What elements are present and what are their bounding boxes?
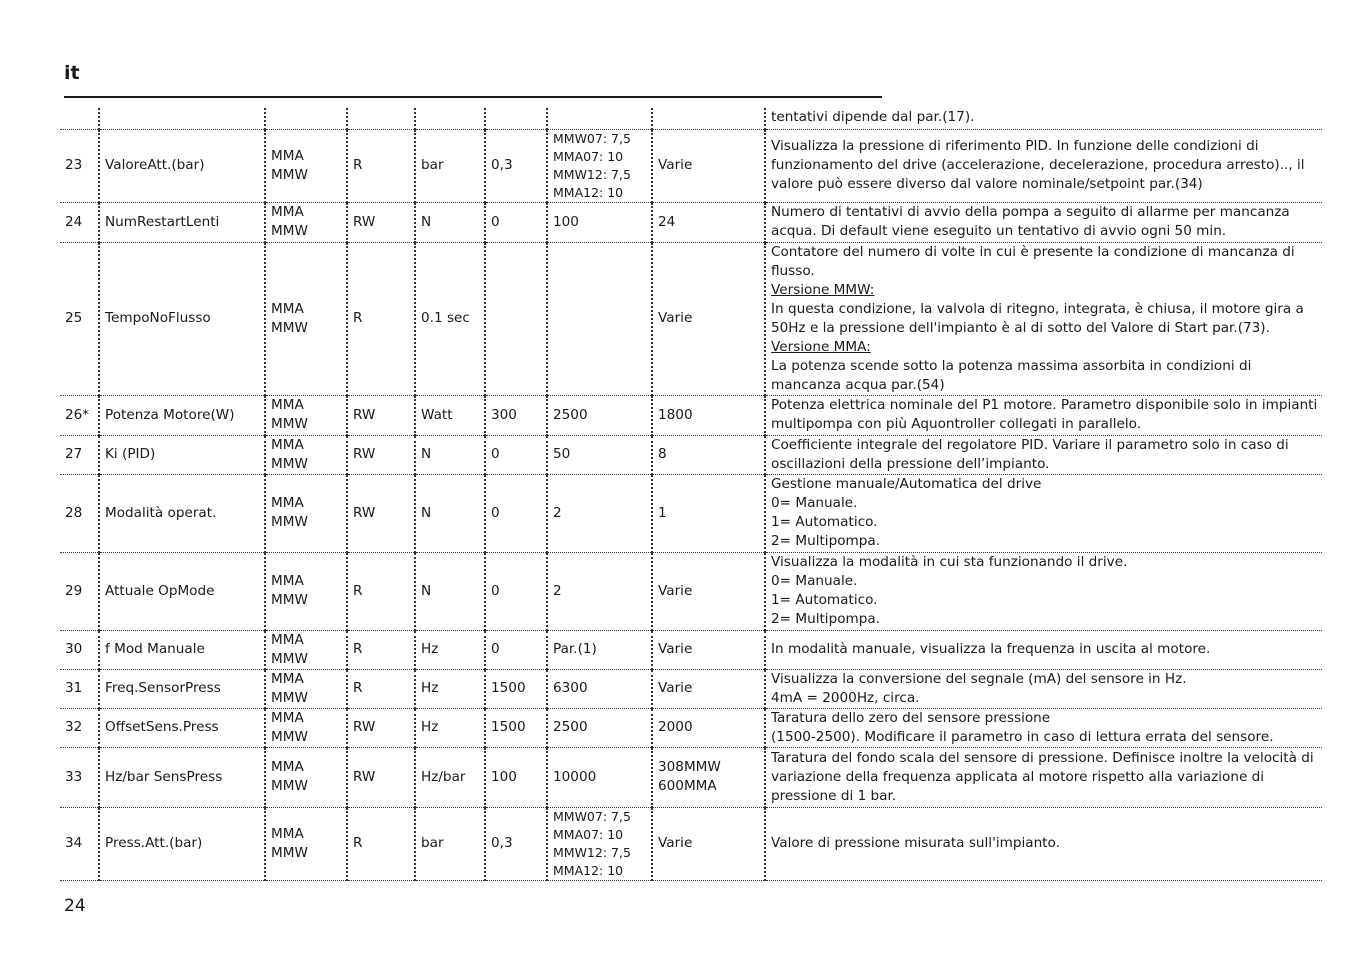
cell-unit: Hz xyxy=(415,708,485,747)
cell-access: R xyxy=(347,242,415,395)
cell-models xyxy=(265,108,347,129)
line: MMA xyxy=(271,147,304,164)
table-row xyxy=(60,708,1322,747)
line: MMA xyxy=(271,397,304,413)
cell-min: 1500 xyxy=(485,669,547,708)
cell-num: 27 xyxy=(60,435,99,474)
table-row xyxy=(60,552,1322,630)
line: MMA xyxy=(271,759,304,775)
cell-max xyxy=(547,395,652,435)
cell-max xyxy=(547,202,652,242)
line: MMW07: 7,5 xyxy=(553,808,631,824)
line: 2 xyxy=(553,504,562,521)
line: Gestione manuale/Automatica del drive xyxy=(771,475,1042,492)
cell-num: 31 xyxy=(60,669,99,708)
line: MMW xyxy=(271,166,308,183)
cell-min: 300 xyxy=(485,395,547,435)
line: 50 xyxy=(553,446,571,462)
cell-default: 1800 xyxy=(652,395,765,435)
cell-min: 1500 xyxy=(485,708,547,747)
cell-access: R xyxy=(347,129,415,202)
cell-name: Press.Att.(bar) xyxy=(99,807,265,880)
cell-num xyxy=(60,108,99,129)
cell-default: 2000 xyxy=(652,708,765,747)
table-row xyxy=(60,129,1322,202)
page-number: 24 xyxy=(64,896,86,916)
line: MMW xyxy=(271,650,308,667)
cell-min: 0 xyxy=(485,202,547,242)
cell-unit: bar xyxy=(415,129,485,202)
table-row xyxy=(60,474,1322,552)
cell-default: 1 xyxy=(652,474,765,552)
language-code: it xyxy=(64,62,80,84)
line: In questa condizione, la valvola di ritegno, integrata, è chiusa, il motore gira a 50Hz e la pressione dell'impianto è al di sotto del Valore di Start par.(73). xyxy=(771,300,1304,336)
line: 2 xyxy=(553,582,562,599)
cell-unit: Hz/bar xyxy=(415,747,485,807)
cell-access: R xyxy=(347,669,415,708)
line: MMW12: 7,5 xyxy=(553,166,631,182)
cell-access: R xyxy=(347,552,415,630)
cell-num: 32 xyxy=(60,708,99,747)
line: MMA xyxy=(271,495,304,511)
cell-unit xyxy=(415,108,485,129)
line: Visualizza la modalità in cui sta funzionando il drive. xyxy=(771,553,1128,570)
line: La potenza scende sotto la potenza massima assorbita in condizioni di mancanza acqua par.(54) xyxy=(771,357,1252,393)
line: MMW xyxy=(271,223,308,239)
cell-description: tentativi dipende dal par.(17). xyxy=(765,108,1322,129)
cell-num: 23 xyxy=(60,129,99,202)
cell-name: Ki (PID) xyxy=(99,435,265,474)
line: In modalità manuale, visualizza la frequenza in uscita al motore. xyxy=(771,641,1211,657)
line: MMW xyxy=(271,728,308,745)
cell-min: 0 xyxy=(485,552,547,630)
line: Contatore del numero di volte in cui è presente la condizione di mancanza di flusso. xyxy=(771,243,1295,279)
line: 2= Multipompa. xyxy=(771,610,881,627)
cell-min: 0,3 xyxy=(485,129,547,202)
cell-min xyxy=(485,108,547,129)
cell-access: RW xyxy=(347,474,415,552)
cell-access: RW xyxy=(347,202,415,242)
line: 100 xyxy=(553,213,579,230)
line: Par.(1) xyxy=(553,641,597,657)
line: MMA xyxy=(271,631,304,648)
cell-models xyxy=(265,474,347,552)
cell-models xyxy=(265,708,347,747)
cell-access: RW xyxy=(347,435,415,474)
line: 1= Automatico. xyxy=(771,513,878,530)
line: MMW xyxy=(271,844,308,861)
line: 0= Manuale. xyxy=(771,572,858,589)
cell-description xyxy=(765,630,1322,669)
table-row xyxy=(60,630,1322,669)
line: MMW12: 7,5 xyxy=(553,844,631,860)
cell-name: Modalità operat. xyxy=(99,474,265,552)
cell-max xyxy=(547,474,652,552)
cell-models xyxy=(265,669,347,708)
cell-num: 33 xyxy=(60,747,99,807)
cell-models xyxy=(265,435,347,474)
cell-max xyxy=(547,129,652,202)
cell-unit: Watt xyxy=(415,395,485,435)
cell-min: 0 xyxy=(485,435,547,474)
line: Visualizza la conversione del segnale (mA) del sensore in Hz. xyxy=(771,670,1187,687)
cell-access: RW xyxy=(347,708,415,747)
cell-num: 30 xyxy=(60,630,99,669)
cell-models xyxy=(265,242,347,395)
cell-access: RW xyxy=(347,747,415,807)
cell-max xyxy=(547,242,652,395)
cell-unit: N xyxy=(415,474,485,552)
table-row xyxy=(60,747,1322,807)
line: Numero di tentativi di avvio della pompa a seguito di allarme per mancanza acqua. Di default viene eseguito un tentativo di avvio ogni 50 min. xyxy=(771,204,1290,239)
line: 0= Manuale. xyxy=(771,494,858,511)
cell-description xyxy=(765,708,1322,747)
cell-min: 0,3 xyxy=(485,807,547,880)
cell-max xyxy=(547,807,652,880)
line: Potenza elettrica nominale del P1 motore. Parametro disponibile solo in impianti multipompa con più Aquontroller collegati in parallelo. xyxy=(771,397,1318,432)
cell-name: Potenza Motore(W) xyxy=(99,395,265,435)
line: MMW xyxy=(271,592,308,608)
table-row xyxy=(60,242,1322,395)
line: 1= Automatico. xyxy=(771,591,878,608)
cell-unit: N xyxy=(415,552,485,630)
cell-description xyxy=(765,202,1322,242)
line: MMW xyxy=(271,455,308,472)
line: MMW xyxy=(271,319,308,336)
cell-name: ValoreAtt.(bar) xyxy=(99,129,265,202)
cell-access xyxy=(347,108,415,129)
cell-num: 24 xyxy=(60,202,99,242)
line: MMA07: 10 xyxy=(553,826,624,842)
cell-description xyxy=(765,747,1322,807)
cell-models xyxy=(265,630,347,669)
line: 4mA = 2000Hz, circa. xyxy=(771,689,920,706)
line: Versione MMW: xyxy=(771,281,875,298)
cell-default: Varie xyxy=(652,552,765,630)
cell-description xyxy=(765,552,1322,630)
cell-description xyxy=(765,435,1322,474)
line: 2= Multipompa. xyxy=(771,532,881,549)
cell-num: 26* xyxy=(60,395,99,435)
line: Taratura dello zero del sensore pressione xyxy=(771,709,1051,726)
line: 2500 xyxy=(553,719,588,735)
cell-num: 34 xyxy=(60,807,99,880)
cell-access: R xyxy=(347,630,415,669)
cell-name: NumRestartLenti xyxy=(99,202,265,242)
line: MMA xyxy=(271,709,304,726)
line: MMA07: 10 xyxy=(553,148,624,164)
table-row xyxy=(60,669,1322,708)
line: Taratura del fondo scala del sensore di pressione. Definisce inoltre la velocità di variazione della frequenza applicata al motore rispetto alla variazione di pressione di 1 bar. xyxy=(771,749,1314,804)
cell-description xyxy=(765,242,1322,395)
cell-access: RW xyxy=(347,395,415,435)
line: 2500 xyxy=(553,406,588,423)
cell-models xyxy=(265,807,347,880)
header-rule xyxy=(64,96,882,98)
cell-max xyxy=(547,630,652,669)
cell-max xyxy=(547,747,652,807)
line: MMA xyxy=(271,204,304,220)
line: MMW xyxy=(271,514,308,530)
cell-name: f Mod Manuale xyxy=(99,630,265,669)
line: MMA xyxy=(271,300,304,317)
line: MMW xyxy=(271,689,308,706)
line: MMA xyxy=(271,573,304,589)
cell-models xyxy=(265,202,347,242)
cell-description xyxy=(765,669,1322,708)
cell-unit: bar xyxy=(415,807,485,880)
line: MMW xyxy=(271,778,308,794)
cell-unit: Hz xyxy=(415,669,485,708)
cell-unit: 0.1 sec xyxy=(415,242,485,395)
cell-unit: N xyxy=(415,435,485,474)
cell-num: 29 xyxy=(60,552,99,630)
cell-models xyxy=(265,129,347,202)
cell-models xyxy=(265,552,347,630)
cell-min: 0 xyxy=(485,630,547,669)
cell-name: Freq.SensorPress xyxy=(99,669,265,708)
line: Coefficiente integrale del regolatore PID. Variare il parametro solo in caso di oscillazioni della pressione dell’impianto. xyxy=(771,436,1289,472)
cell-default: 308MMW 600MMA xyxy=(652,747,765,807)
line: MMA12: 10 xyxy=(553,862,624,878)
table-row xyxy=(60,202,1322,242)
cell-default xyxy=(652,108,765,129)
cell-default: 8 xyxy=(652,435,765,474)
cell-name: TempoNoFlusso xyxy=(99,242,265,395)
cell-max xyxy=(547,108,652,129)
line: Visualizza la pressione di riferimento PID. In funzione delle condizioni di funzionamento del drive (accelerazione, decelerazione, procedura arresto).., il valore può essere diverso dal valore nominale/setpoint par.(34) xyxy=(771,138,1305,192)
cell-description xyxy=(765,807,1322,880)
cell-default: Varie xyxy=(652,242,765,395)
cell-default: Varie xyxy=(652,669,765,708)
line: MMW07: 7,5 xyxy=(553,130,631,146)
line: Valore di pressione misurata sull'impianto. xyxy=(771,835,1060,851)
cell-default: 24 xyxy=(652,202,765,242)
cell-min: 0 xyxy=(485,474,547,552)
cell-min xyxy=(485,242,547,395)
cell-name: OffsetSens.Press xyxy=(99,708,265,747)
cell-default: Varie xyxy=(652,807,765,880)
cell-unit: N xyxy=(415,202,485,242)
line: MMA xyxy=(271,825,304,842)
line: Versione MMA: xyxy=(771,338,871,355)
cell-access: R xyxy=(347,807,415,880)
line: 10000 xyxy=(553,768,597,785)
cell-max xyxy=(547,708,652,747)
table-row xyxy=(60,395,1322,435)
cell-num: 28 xyxy=(60,474,99,552)
cell-name xyxy=(99,108,265,129)
cell-description xyxy=(765,129,1322,202)
cell-max xyxy=(547,669,652,708)
cell-unit: Hz xyxy=(415,630,485,669)
cell-name: Attuale OpMode xyxy=(99,552,265,630)
line: 6300 xyxy=(553,680,588,696)
cell-max xyxy=(547,435,652,474)
cell-default: Varie xyxy=(652,129,765,202)
table-row xyxy=(60,435,1322,474)
cell-name: Hz/bar SensPress xyxy=(99,747,265,807)
cell-models xyxy=(265,395,347,435)
continuation-row xyxy=(60,108,1322,129)
cell-description xyxy=(765,474,1322,552)
cell-default: Varie xyxy=(652,630,765,669)
cell-min: 100 xyxy=(485,747,547,807)
line: MMA xyxy=(271,670,304,687)
parameter-table xyxy=(60,108,1322,881)
cell-num: 25 xyxy=(60,242,99,395)
line: MMA12: 10 xyxy=(553,184,624,200)
cell-models xyxy=(265,747,347,807)
cell-description xyxy=(765,395,1322,435)
line: MMW xyxy=(271,416,308,432)
table-row xyxy=(60,807,1322,880)
line: MMA xyxy=(271,436,304,453)
line: (1500-2500). Modificare il parametro in caso di lettura errata del sensore. xyxy=(771,728,1274,745)
cell-max xyxy=(547,552,652,630)
